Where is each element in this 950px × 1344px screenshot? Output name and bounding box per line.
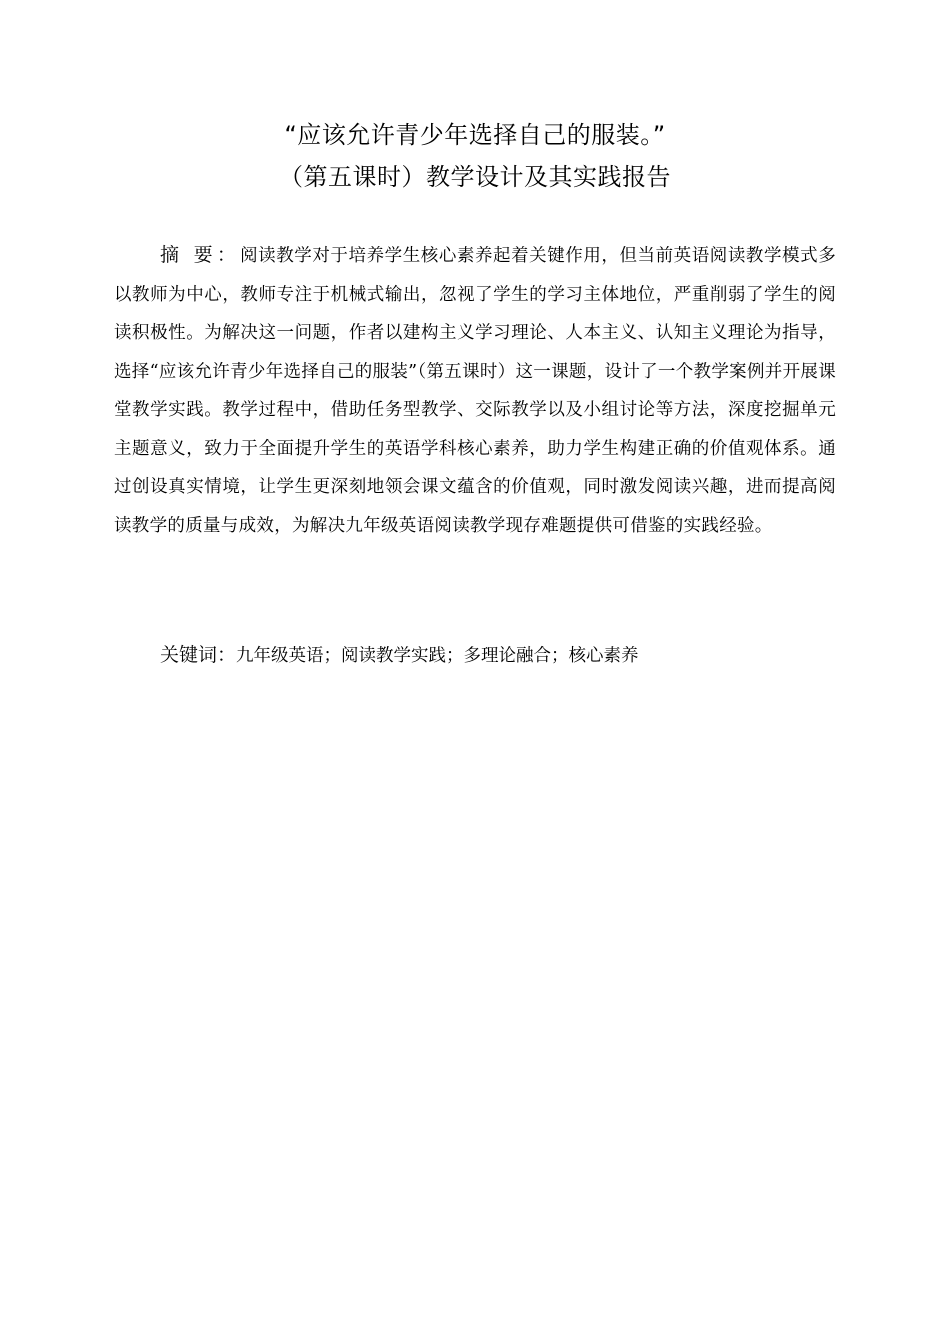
abstract-text: 阅读教学对于培养学生核心素养起着关键作用，但当前英语阅读教学模式多以教师为中心，教师专注于机械式输出，忽视了学生的学习主体地位，严重削弱了学生的阅读积极性。为解决这一问题，作者以建构主义学习理论、人本主义、认知主义理论为指导，选择“应该允许青少年选择自己的服装”（第五课时）这一课题，设计了一个教学案例并开展课堂教学实践。教学过程中，借助任务型教学、交际教学以及小组讨论等方法，深度挖掘单元主题意义，致力于全面提升学生的英语学科核心素养，助力学生构建正确的价值观体系。通过创设真实情境，让学生更深刻地领会课文蕴含的价值观，同时激发阅读兴趣，进而提高阅读教学的质量与成效，为解决九年级英语阅读教学现存难题提供可借鉴的实践经验。 [114, 246, 836, 536]
document-title [0, 114, 950, 198]
abstract-paragraph [114, 236, 836, 545]
keywords-paragraph [160, 638, 840, 673]
keywords-text: 九年级英语；阅读教学实践；多理论融合；核心素养 [236, 646, 639, 666]
keywords-label: 关键词： [160, 644, 237, 666]
abstract-label: 摘 要： [160, 244, 241, 266]
title-line-1: “应该允许青少年选择自己的服装。” [284, 121, 666, 149]
title-line-2: （第五课时）教学设计及其实践报告 [279, 163, 671, 191]
